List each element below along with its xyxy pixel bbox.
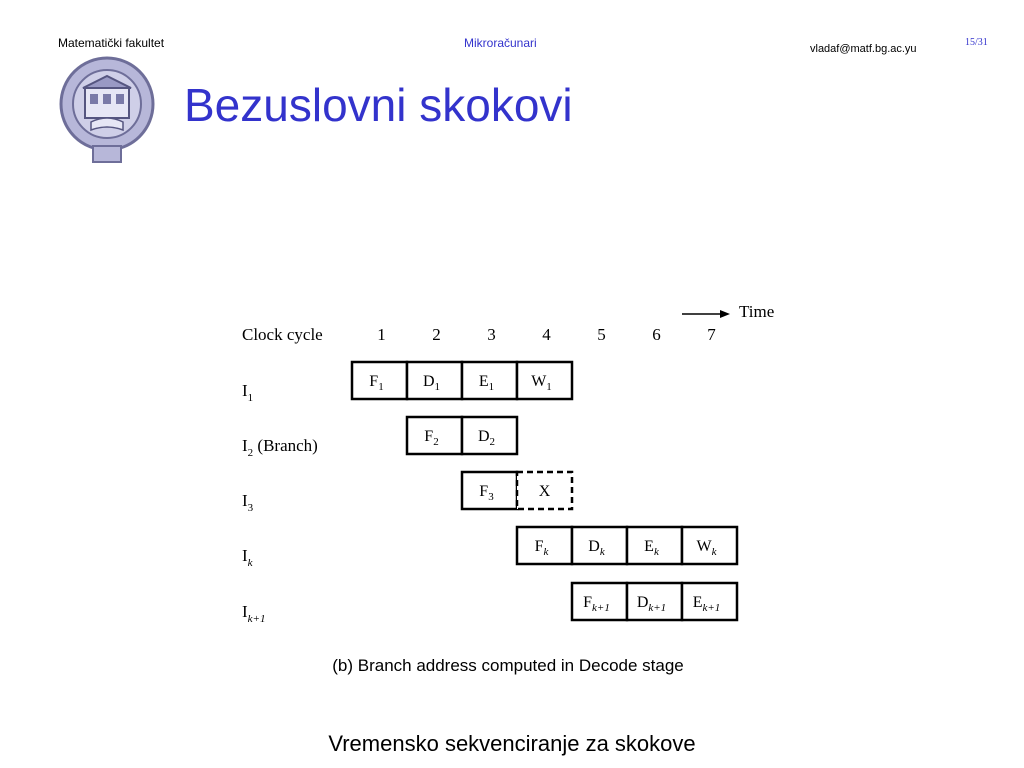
pipeline-cell [572, 583, 627, 620]
pipeline-cell [627, 527, 682, 564]
svg-text:W1: $W_1$ [531, 373, 552, 393]
pipeline-cell [462, 362, 517, 399]
svg-text:D1: $D_1$ [422, 373, 441, 393]
time-label: Time [739, 302, 775, 321]
slide-caption: Vremensko sekvenciranje za skokove [328, 731, 696, 756]
pipeline-cell [682, 583, 737, 620]
clock-cycle-label: Clock cycle [242, 325, 323, 344]
pipeline-timing-diagram [236, 296, 796, 696]
svg-text:D2: $D_2$ [477, 428, 496, 448]
pipeline-cell [462, 472, 517, 509]
row-label: $I_1$ [242, 381, 254, 404]
pipeline-cell [517, 527, 572, 564]
cycle-label-6: 6 [652, 325, 661, 344]
pipeline-cell [517, 472, 572, 509]
row-label: $I_k$ [242, 546, 253, 569]
pipeline-cell [407, 417, 462, 454]
header-email: vladaf@matf.bg.ac.yu [810, 43, 917, 55]
cycle-label-2: 2 [432, 325, 441, 344]
svg-text:Ek+1: $E_{k+1}$ [692, 594, 721, 614]
row-label: $I_2$ (Branch) [242, 436, 318, 459]
cycle-label-7: 7 [707, 325, 716, 344]
cycle-label-5: 5 [597, 325, 606, 344]
svg-text:F3: $F_3$ [479, 483, 494, 503]
svg-text:X: X [538, 483, 551, 500]
svg-text:E1: $E_1$ [478, 373, 495, 393]
pipeline-cell [517, 362, 572, 399]
svg-text:F1: $F_1$ [369, 373, 384, 393]
cycle-label-3: 3 [487, 325, 496, 344]
page-number: 15/31 [965, 37, 988, 48]
header-faculty: Matematički fakultet [58, 36, 165, 50]
row-label: $I_3$ [242, 491, 254, 514]
pipeline-cell [352, 362, 407, 399]
svg-text:F2: $F_2$ [424, 428, 439, 448]
pipeline-cell [682, 527, 737, 564]
svg-text:Ek: $E_k$ [644, 538, 659, 558]
svg-text:Wk: $W_k$ [696, 538, 717, 558]
svg-text:Dk+1: $D_{k+1}$ [636, 594, 667, 614]
pipeline-cell [627, 583, 682, 620]
pipeline-cell [572, 527, 627, 564]
cycle-label-4: 4 [542, 325, 551, 344]
svg-text:Fk+1: $F_{k+1}$ [583, 594, 610, 614]
cycle-label-1: 1 [377, 325, 386, 344]
slide-title: Bezuslovni skokovi [184, 79, 573, 131]
time-arrow [682, 310, 730, 318]
university-seal-icon [57, 54, 157, 166]
header-course: Mikroračunari [464, 36, 537, 50]
pipeline-cell [407, 362, 462, 399]
figure-caption: (b) Branch address computed in Decode stage [332, 656, 684, 675]
pipeline-cell [462, 417, 517, 454]
svg-text:Fk: $F_k$ [534, 538, 549, 558]
row-label: $I_{k+1}$ [242, 602, 266, 625]
svg-text:Dk: $D_k$ [588, 538, 605, 558]
